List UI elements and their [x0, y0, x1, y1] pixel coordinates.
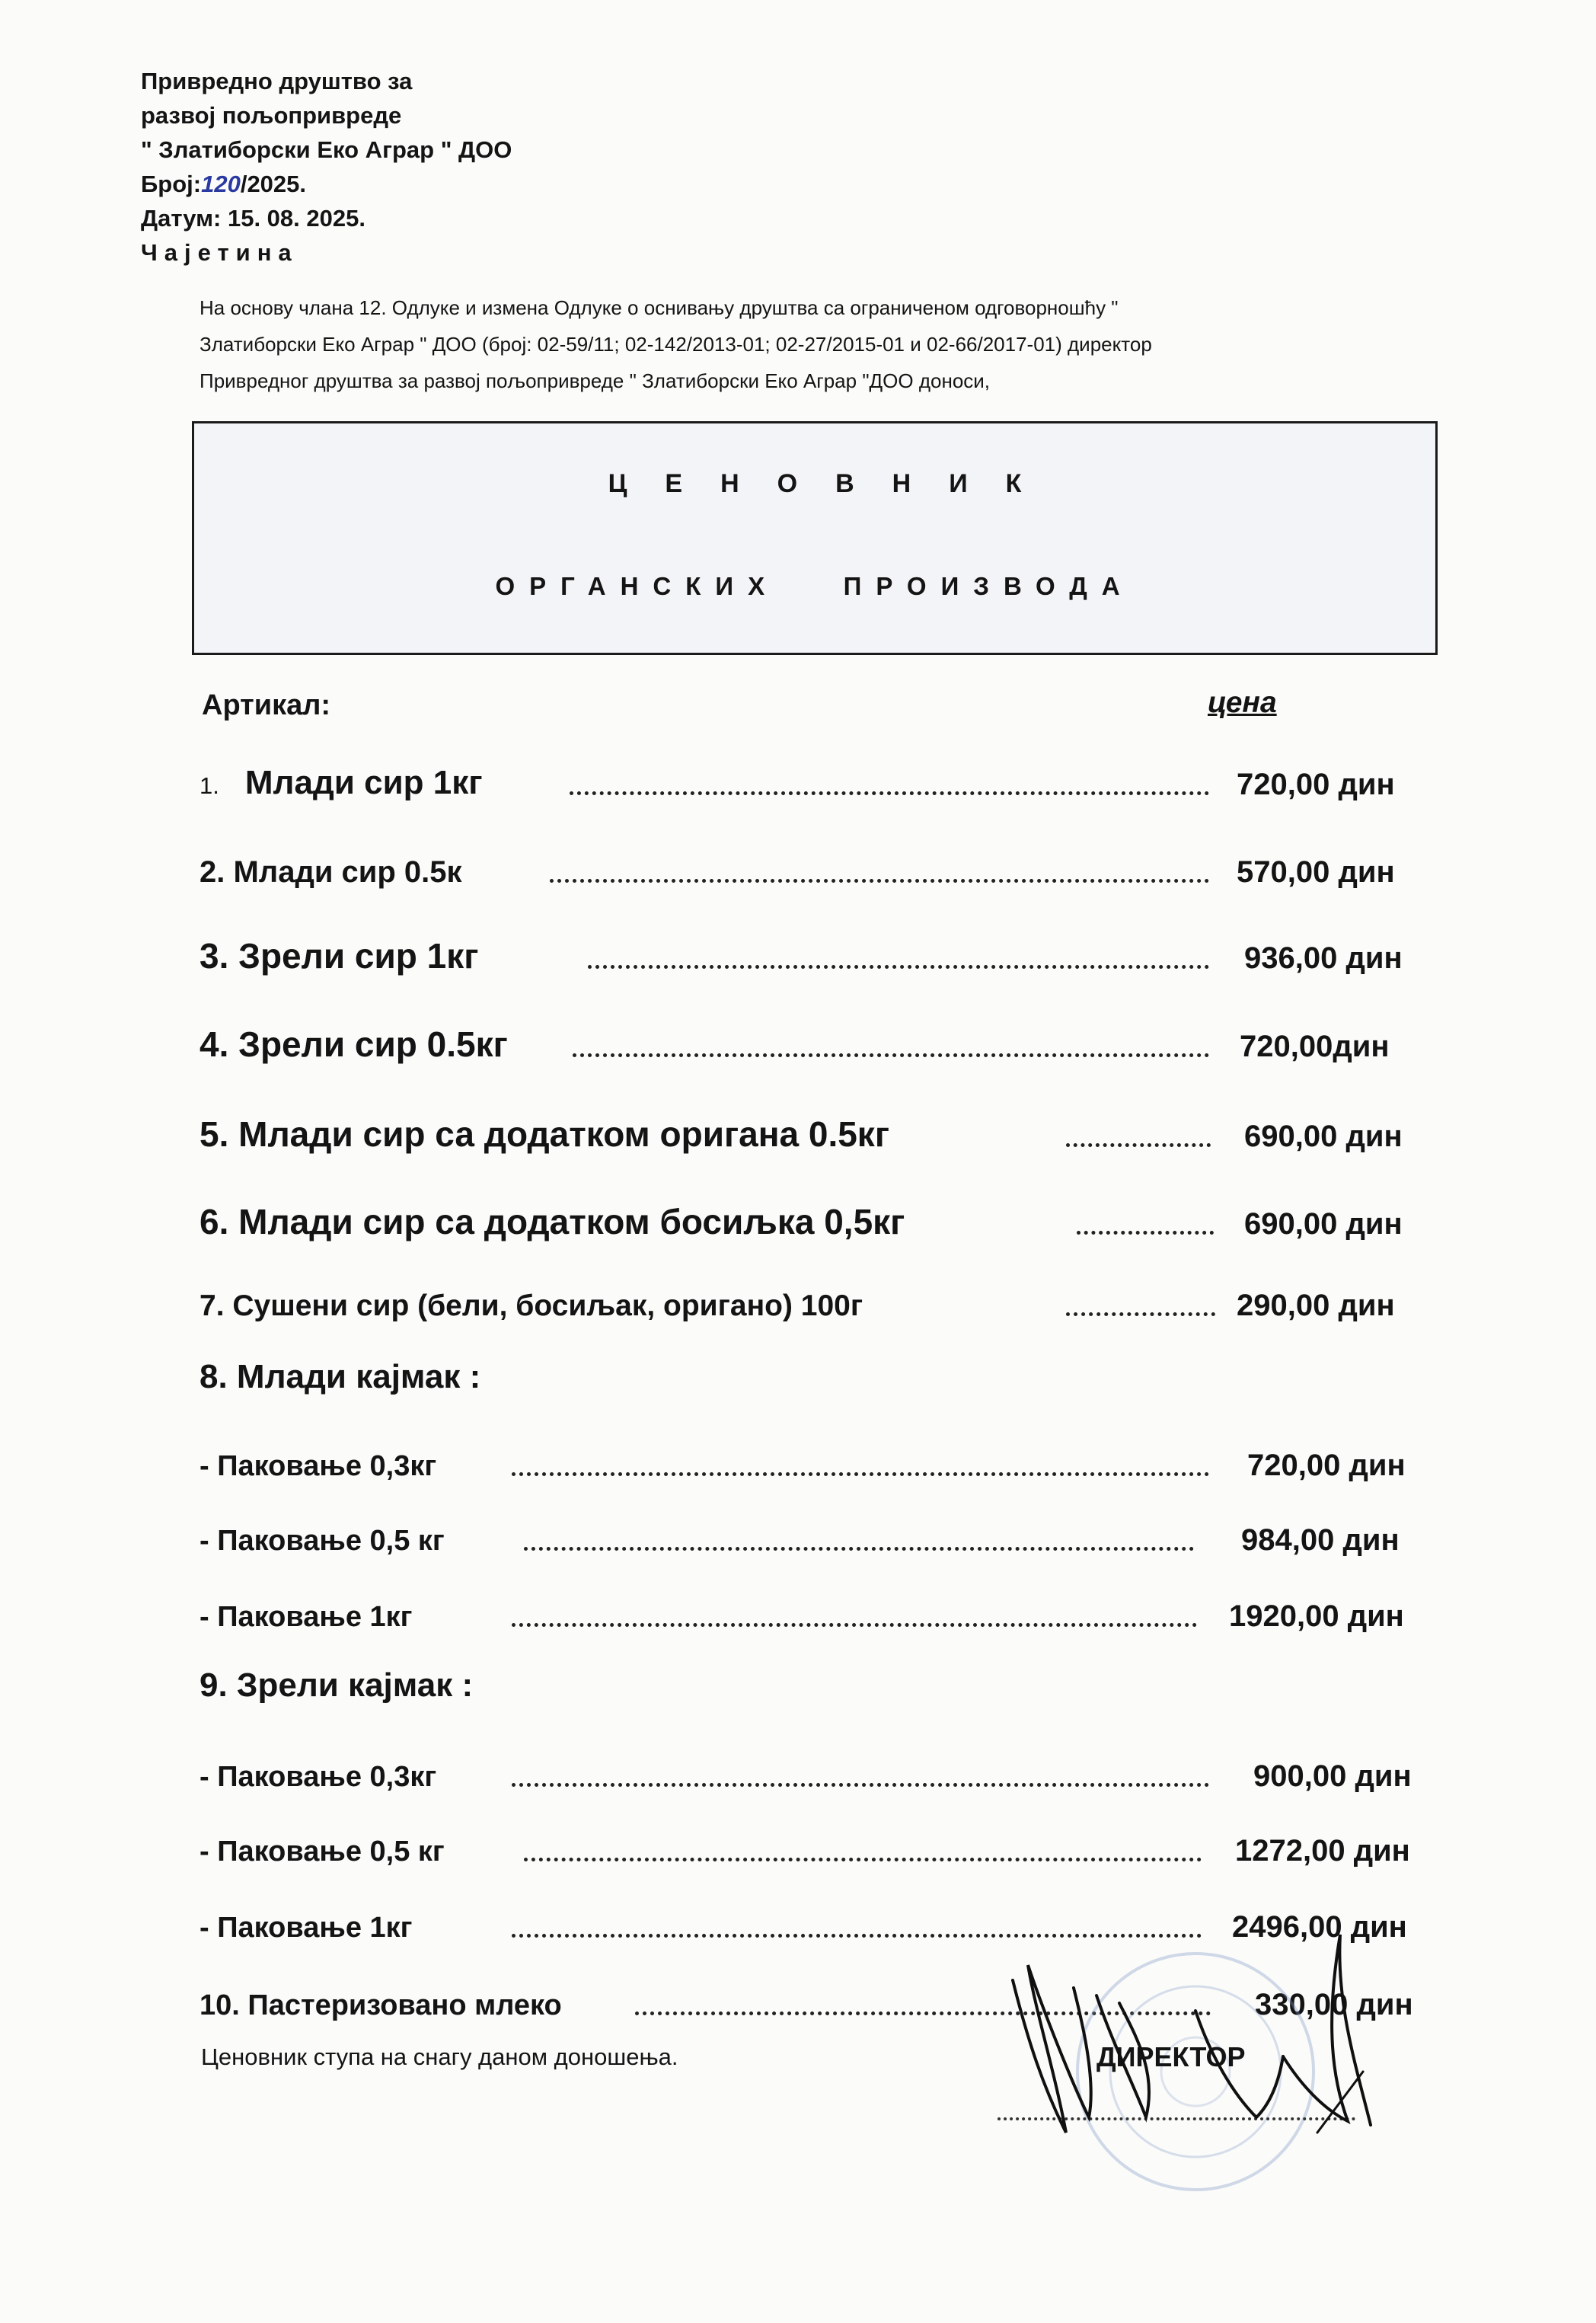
- item-name: 4. Зрели сир 0.5кг: [200, 1024, 508, 1064]
- dot-leader: [1066, 1143, 1211, 1147]
- item-name: - Паковање 0,3кг: [200, 1761, 437, 1793]
- item-name: - Паковање 1кг: [200, 1912, 413, 1944]
- item-price: 570,00 дин: [1237, 855, 1395, 889]
- item-name: 2. Млади сир 0.5к: [200, 855, 462, 889]
- item-price: 720,00 дин: [1237, 768, 1395, 801]
- column-article: Артикал:: [202, 689, 331, 721]
- price-row: [200, 1106, 1596, 1152]
- section-mladi-kajmak: 8. Млади кајмак :: [200, 1358, 481, 1395]
- broj-number: 120: [201, 171, 241, 197]
- price-row: [200, 842, 1596, 887]
- org-line-3: " Златиборски Еко Аграр " ДОО: [141, 136, 512, 163]
- item-price: 2496,00 дин: [1232, 1910, 1407, 1944]
- dot-leader: [524, 1547, 1194, 1551]
- dot-leader: [588, 965, 1209, 969]
- title-box: [192, 421, 1438, 655]
- director-signature: [982, 1889, 1378, 2140]
- price-row: [200, 1896, 1596, 1942]
- legal-line-3: Привредног друштва за развој пољопривреде " Златиборски Еко Аграр "ДОО доноси,: [200, 369, 991, 392]
- dot-leader: [570, 791, 1209, 795]
- item-name: 7. Сушени сир (бели, босиљак, оригано) 100г: [200, 1289, 863, 1322]
- price-row: [200, 1746, 1596, 1791]
- dot-leader: [512, 1623, 1197, 1627]
- section-zreli-kajmak: 9. Зрели кајмак :: [200, 1666, 474, 1704]
- price-row: [200, 1016, 1596, 1062]
- item-name: - Паковање 0,3кг: [200, 1450, 437, 1482]
- org-line-2: развој пољопривреде: [141, 102, 402, 129]
- item-name: 6. Млади сир са додатком босиљка 0,5кг: [200, 1202, 905, 1241]
- dot-leader: [524, 1858, 1202, 1861]
- legal-line-1: На основу члана 12. Одлуке и измена Одлуке о оснивању друштва са ограниченом одговорношћу ": [200, 296, 1119, 319]
- dot-leader: [573, 1053, 1209, 1057]
- document-place: Чајетина: [141, 239, 298, 266]
- price-row: [200, 928, 1596, 976]
- item-price: 330,00 дин: [1255, 1988, 1413, 2021]
- item-name: - Паковање 0,5 кг: [200, 1836, 445, 1868]
- item-price: 900,00 дин: [1253, 1759, 1412, 1793]
- price-row: [200, 1275, 1596, 1321]
- dot-leader: [1077, 1231, 1214, 1235]
- price-row: [200, 1435, 1596, 1481]
- validity-note: Ценовник ступа на снагу даном доношења.: [201, 2043, 678, 2070]
- item-price: 720,00дин: [1240, 1030, 1390, 1063]
- item-price: 936,00 дин: [1244, 941, 1403, 975]
- director-label: ДИРЕКТОР: [1096, 2041, 1246, 2072]
- item-name: 10. Пастеризовано млеко: [200, 1989, 562, 2021]
- item-number: 1.: [200, 772, 219, 799]
- item-price: 690,00 дин: [1244, 1120, 1403, 1153]
- org-line-1: Привредно друштво за: [141, 68, 413, 94]
- item-price: 720,00 дин: [1247, 1449, 1406, 1482]
- price-row: [200, 1510, 1596, 1555]
- price-row: [200, 1820, 1596, 1866]
- column-price: цена: [1208, 686, 1277, 719]
- item-price: 290,00 дин: [1237, 1289, 1395, 1322]
- price-row: [200, 1586, 1596, 1631]
- title-line-1: ЦЕНОВНИК: [608, 469, 1060, 498]
- title-line-2: ОРГАНСКИХ ПРОИЗВОДА: [495, 572, 1135, 600]
- dot-leader: [1066, 1312, 1215, 1316]
- item-price: 1920,00 дин: [1229, 1599, 1404, 1633]
- item-name: - Паковање 0,5 кг: [200, 1525, 445, 1557]
- item-price: 984,00 дин: [1241, 1523, 1400, 1557]
- dot-leader: [550, 879, 1209, 883]
- item-name: 3. Зрели сир 1кг: [200, 936, 479, 976]
- legal-line-2: Златиборски Еко Аграр " ДОО (број: 02-59/11; 02-142/2013-01; 02-27/2015-01 и 02-66/2017-01) директор: [200, 333, 1152, 356]
- item-price: 690,00 дин: [1244, 1207, 1403, 1241]
- document-number: [141, 167, 512, 201]
- item-name: - Паковање 1кг: [200, 1601, 413, 1633]
- broj-year: /2025.: [240, 171, 307, 197]
- price-row: [200, 1193, 1596, 1239]
- item-name: 5. Млади сир са додатком оригана 0.5кг: [200, 1114, 889, 1154]
- item-price: 1272,00 дин: [1235, 1834, 1410, 1868]
- company-header: [141, 64, 512, 270]
- broj-label: Број:: [141, 171, 202, 197]
- document-date: Датум: 15. 08. 2025.: [141, 205, 365, 232]
- price-row: [200, 1974, 1596, 2020]
- price-row: [200, 754, 1596, 800]
- dot-leader: [512, 1472, 1209, 1476]
- legal-preamble: [200, 289, 1433, 399]
- dot-leader: [512, 1783, 1209, 1787]
- item-name: Млади сир 1кг: [244, 764, 483, 801]
